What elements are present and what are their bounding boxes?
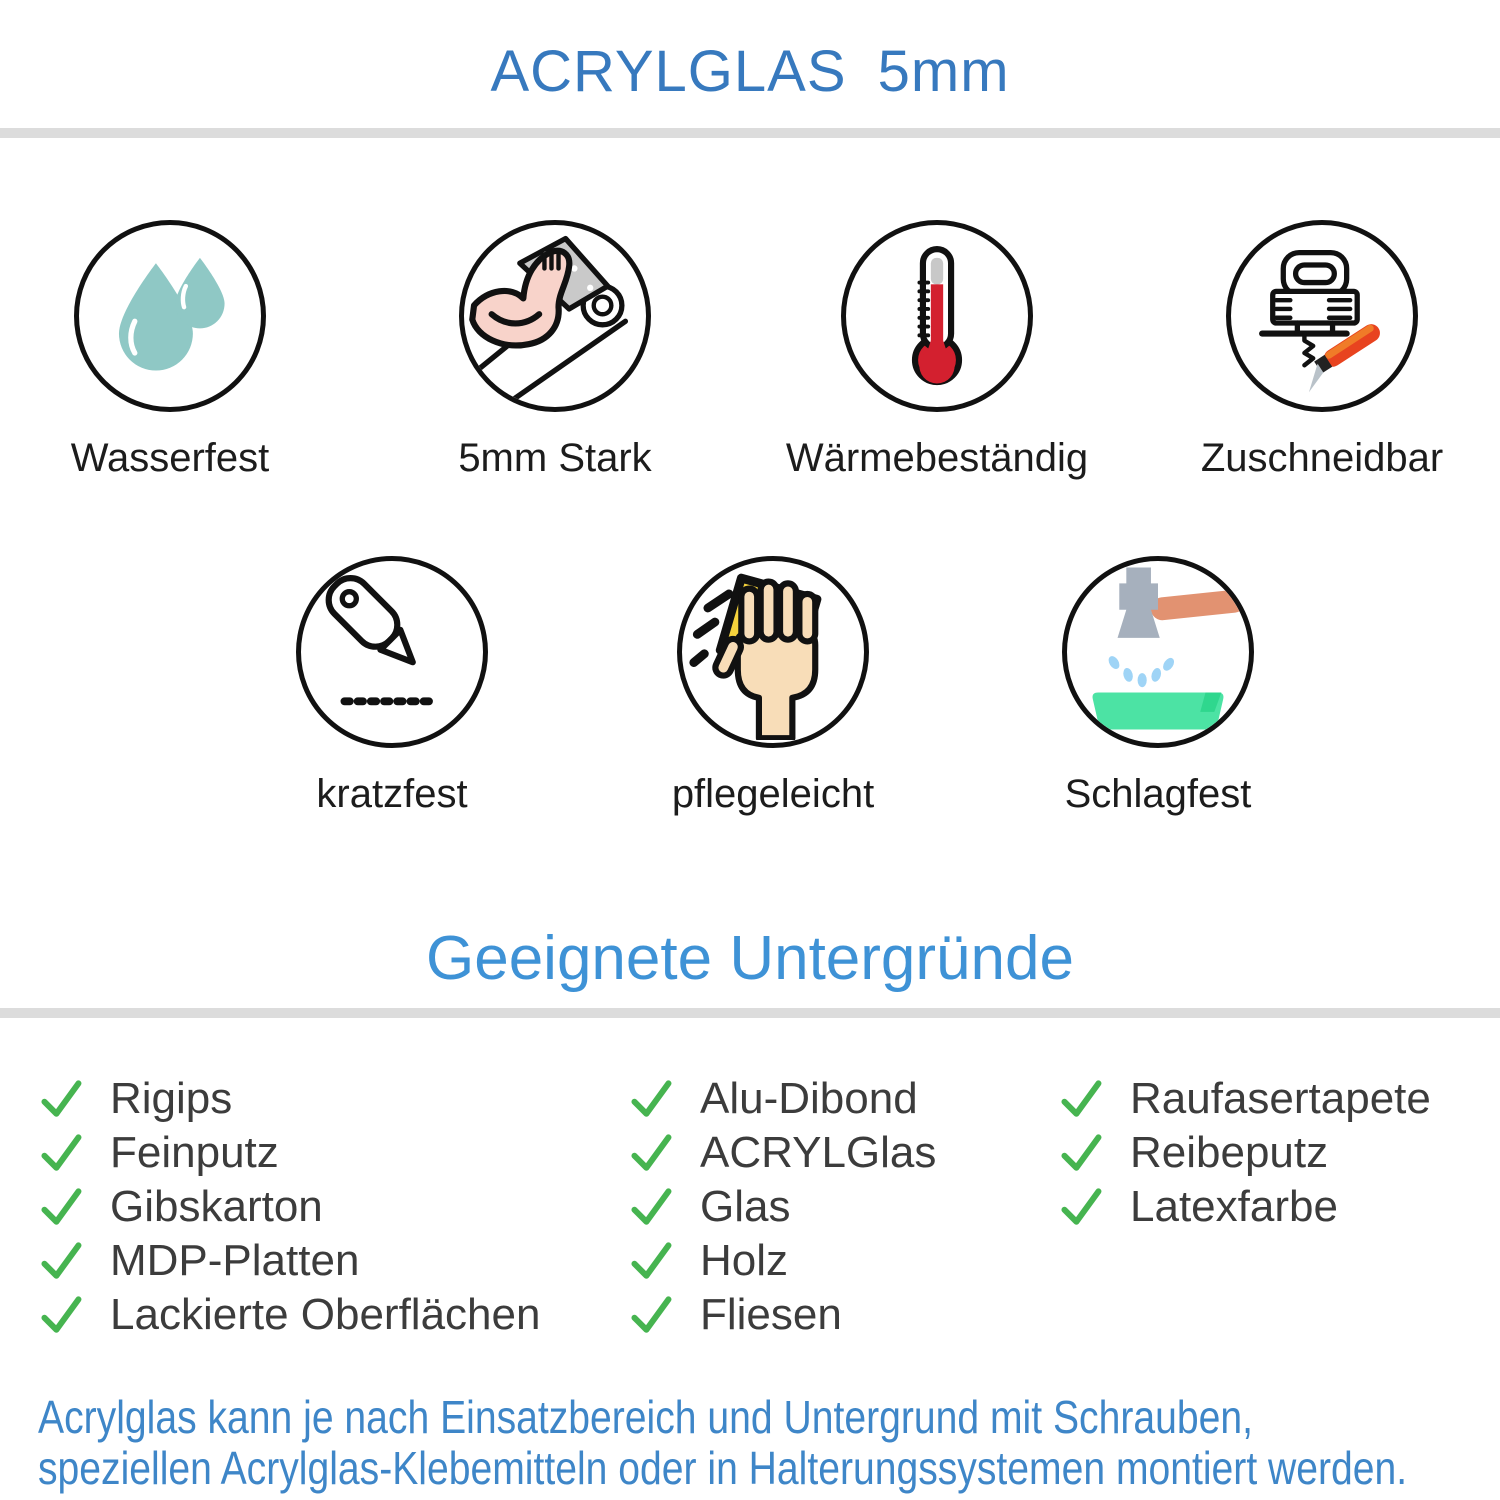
feature-label: kratzfest — [316, 772, 468, 816]
check-icon — [1058, 1076, 1104, 1122]
feature-5mm-stark — [375, 220, 735, 480]
surface-item: Latexfarbe — [1058, 1180, 1431, 1234]
feature-waermebestaendig — [757, 220, 1117, 480]
section-title: Geeignete Untergründe — [425, 924, 1074, 993]
check-icon — [38, 1184, 84, 1230]
check-icon — [628, 1130, 674, 1176]
surfaces-column-2 — [628, 1072, 936, 1342]
water-drops-icon — [74, 220, 266, 412]
check-icon — [1058, 1184, 1104, 1230]
check-icon — [38, 1292, 84, 1338]
feature-label: Wasserfest — [70, 436, 270, 480]
surface-item: Gibskarton — [38, 1180, 540, 1234]
check-icon — [38, 1238, 84, 1284]
surface-item: Glas — [628, 1180, 936, 1234]
feature-label: Zuschneidbar — [1200, 436, 1444, 480]
top-divider — [0, 128, 1500, 138]
surface-item: Alu-Dibond — [628, 1072, 936, 1126]
surface-item: ACRYLGlas — [628, 1126, 936, 1180]
thermometer-icon — [841, 220, 1033, 412]
feature-zuschneidbar — [1142, 220, 1500, 480]
page-title: ACRYLGLAS 5mm — [490, 39, 1010, 104]
cleaning-hand-icon — [677, 556, 869, 748]
jigsaw-cutter-icon — [1226, 220, 1418, 412]
feature-label: Wärmebeständig — [785, 436, 1089, 480]
check-icon — [628, 1292, 674, 1338]
check-icon — [38, 1130, 84, 1176]
footer-line-2: speziellen Acrylglas-Klebemitteln oder in Halterungssystemen montiert werden. — [38, 1442, 1408, 1494]
surface-item: Holz — [628, 1234, 936, 1288]
check-icon — [628, 1184, 674, 1230]
footer-line-1: Acrylglas kann je nach Einsatzbereich und Untergrund mit Schrauben, — [38, 1391, 1253, 1443]
surfaces-column-3 — [1058, 1072, 1431, 1234]
check-icon — [628, 1238, 674, 1284]
check-icon — [628, 1076, 674, 1122]
section-divider — [0, 1008, 1500, 1018]
surfaces-column-1 — [38, 1072, 540, 1342]
check-icon — [38, 1076, 84, 1122]
surface-item: MDP-Platten — [38, 1234, 540, 1288]
feature-label: Schlagfest — [1064, 772, 1252, 816]
muscle-strength-icon — [459, 220, 651, 412]
footer-note — [38, 1392, 1500, 1494]
hammer-impact-icon — [1062, 556, 1254, 748]
surface-item: Reibeputz — [1058, 1126, 1431, 1180]
feature-label: pflegeleicht — [671, 772, 875, 816]
feature-kratzfest — [212, 556, 572, 816]
surface-item: Rigips — [38, 1072, 540, 1126]
surface-item: Fliesen — [628, 1288, 936, 1342]
feature-pflegeleicht — [593, 556, 953, 816]
check-icon — [1058, 1130, 1104, 1176]
utility-knife-icon — [296, 556, 488, 748]
surface-item: Feinputz — [38, 1126, 540, 1180]
feature-wasserfest — [0, 220, 350, 480]
feature-schlagfest — [978, 556, 1338, 816]
feature-label: 5mm Stark — [458, 436, 652, 480]
surface-item: Lackierte Oberflächen — [38, 1288, 540, 1342]
surface-item: Raufasertapete — [1058, 1072, 1431, 1126]
